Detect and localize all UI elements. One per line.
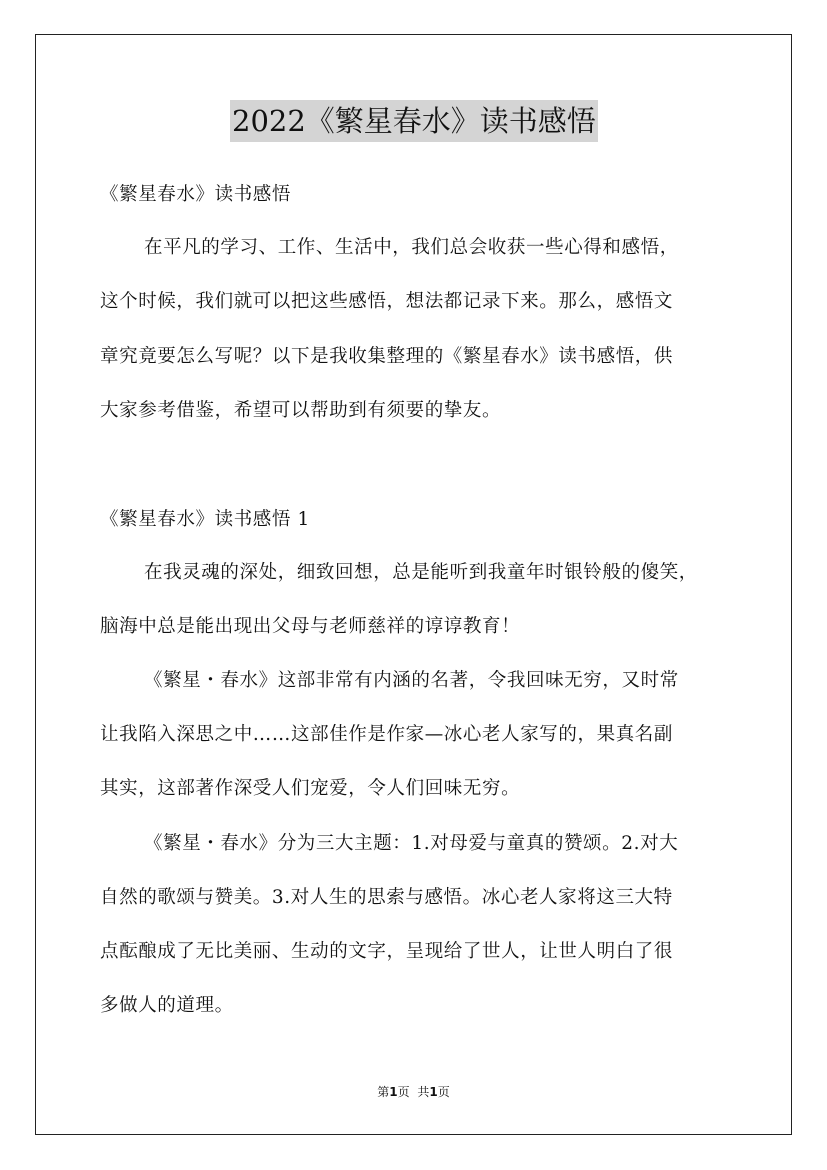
body-line: 脑海中总是能出现出父母与老师慈祥的谆谆教育！ bbox=[100, 616, 521, 637]
intro-line: 这个时候，我们就可以把这些感悟，想法都记录下来。那么，感悟文 bbox=[100, 291, 674, 312]
intro-line: 大家参考借鉴，希望可以帮助到有须要的挚友。 bbox=[100, 400, 502, 421]
body-line: 自然的歌颂与赞美。3.对人生的思索与感悟。冰心老人家将这三大特 bbox=[100, 887, 673, 908]
body-line: 在我灵魂的深处，细致回想，总是能听到我童年时银铃般的傻笑， bbox=[144, 562, 698, 583]
document-title: 2022《繁星春水》读书感悟 bbox=[230, 100, 598, 142]
body-line: 让我陷入深思之中……这部佳作是作家—冰心老人家写的，果真名副 bbox=[100, 724, 674, 745]
intro-line: 在平凡的学习、工作、生活中，我们总会收获一些心得和感悟， bbox=[144, 237, 679, 258]
footer-page-number: 1 bbox=[389, 1085, 398, 1099]
body-line: 《繁星・春水》分为三大主题：1.对母爱与童真的赞颂。2.对大 bbox=[144, 833, 679, 854]
section-heading: 《繁星春水》读书感悟 1 bbox=[100, 509, 310, 530]
body-line: 《繁星・春水》这部非常有内涵的名著，令我回味无穷，又时常 bbox=[144, 670, 679, 691]
page-footer bbox=[0, 1083, 827, 1100]
footer-total-suffix: 页 bbox=[437, 1085, 450, 1099]
body-line: 其实，这部著作深受人们宠爱，令人们回味无穷。 bbox=[100, 778, 521, 799]
body-line: 多做人的道理。 bbox=[100, 995, 234, 1016]
footer-page-suffix: 页 bbox=[397, 1085, 410, 1099]
body-line: 点酝酿成了无比美丽、生动的文字，呈现给了世人，让世人明白了很 bbox=[100, 941, 674, 962]
subtitle: 《繁星春水》读书感悟 bbox=[100, 184, 292, 205]
footer-page-prefix: 第 bbox=[377, 1085, 390, 1099]
footer-total-number: 1 bbox=[429, 1085, 438, 1099]
intro-line: 章究竟要怎么写呢？以下是我收集整理的《繁星春水》读书感悟，供 bbox=[100, 346, 674, 367]
footer-total-prefix: 共 bbox=[417, 1085, 430, 1099]
